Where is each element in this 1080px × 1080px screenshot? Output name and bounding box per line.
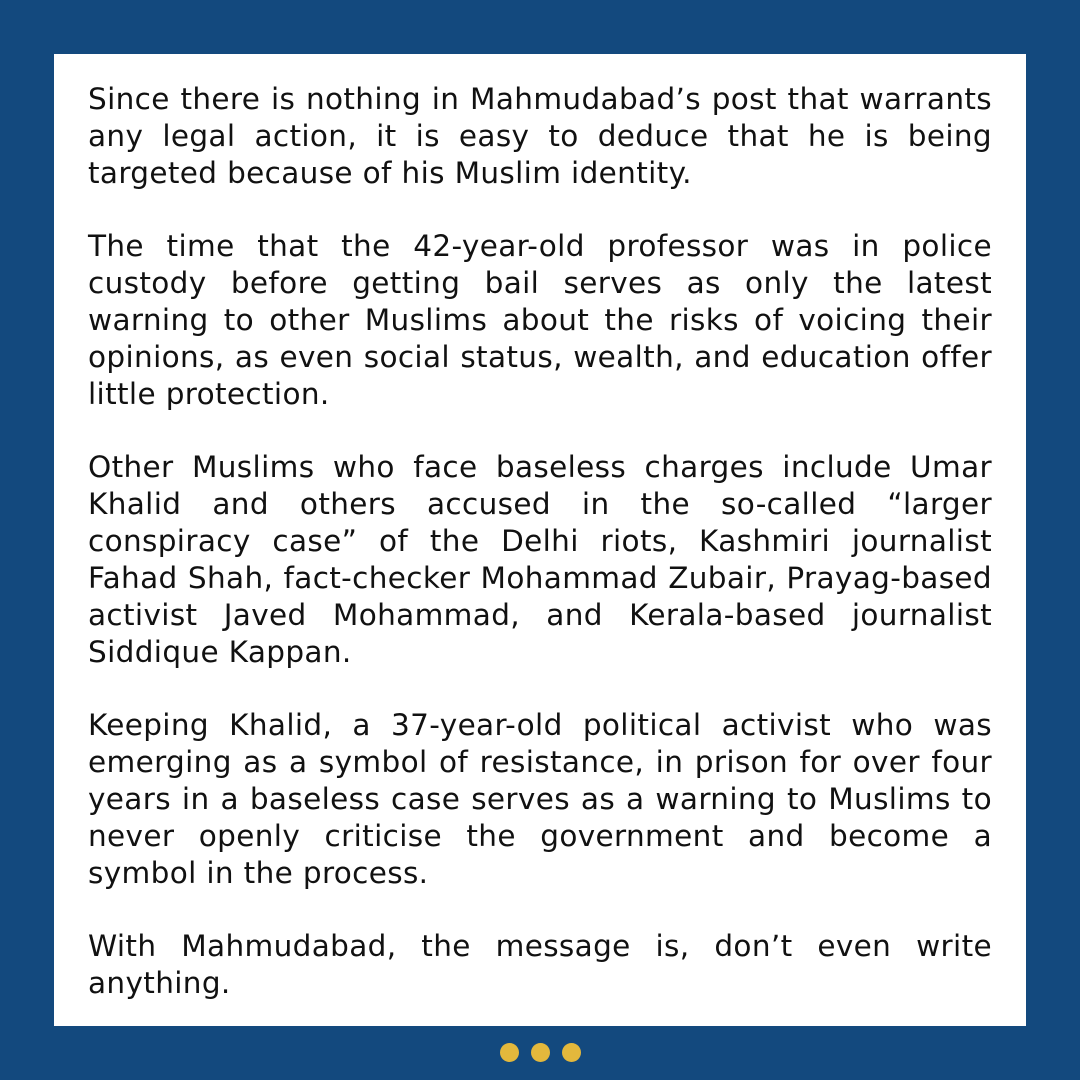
paragraph-2: The time that the 42-year-old professor was in police custody before getting bail serves as only the latest warning to other Muslims about the risks of voicing their opinions, as even social status, wealth, and education offer little protection. bbox=[88, 229, 992, 411]
pagination-dot-2 bbox=[531, 1043, 550, 1062]
paragraph-1: Since there is nothing in Mahmudabad’s post that warrants any legal action, it is easy to deduce that he is being targeted because of his Muslim identity. bbox=[88, 82, 992, 190]
pagination-dot-1 bbox=[500, 1043, 519, 1062]
pagination-dots bbox=[0, 1043, 1080, 1063]
paragraph-5: With Mahmudabad, the message is, don’t even write anything. bbox=[88, 929, 992, 1000]
paragraph-3: Other Muslims who face baseless charges include Umar Khalid and others accused in the so-called “larger conspiracy case” of the Delhi riots, Kashmiri journalist Fahad Shah, fact-checker Mohammad Zubair, Prayag-based activist Javed Mohammad, and Kerala-based journalist Siddique Kappan. bbox=[88, 450, 992, 669]
text-card bbox=[54, 54, 1026, 1026]
paragraph-4: Keeping Khalid, a 37-year-old political activist who was emerging as a symbol of resistance, in prison for over four years in a baseless case serves as a warning to Muslims to never openly criticise the government and become a symbol in the process. bbox=[88, 708, 992, 890]
pagination-dot-3 bbox=[562, 1043, 581, 1062]
